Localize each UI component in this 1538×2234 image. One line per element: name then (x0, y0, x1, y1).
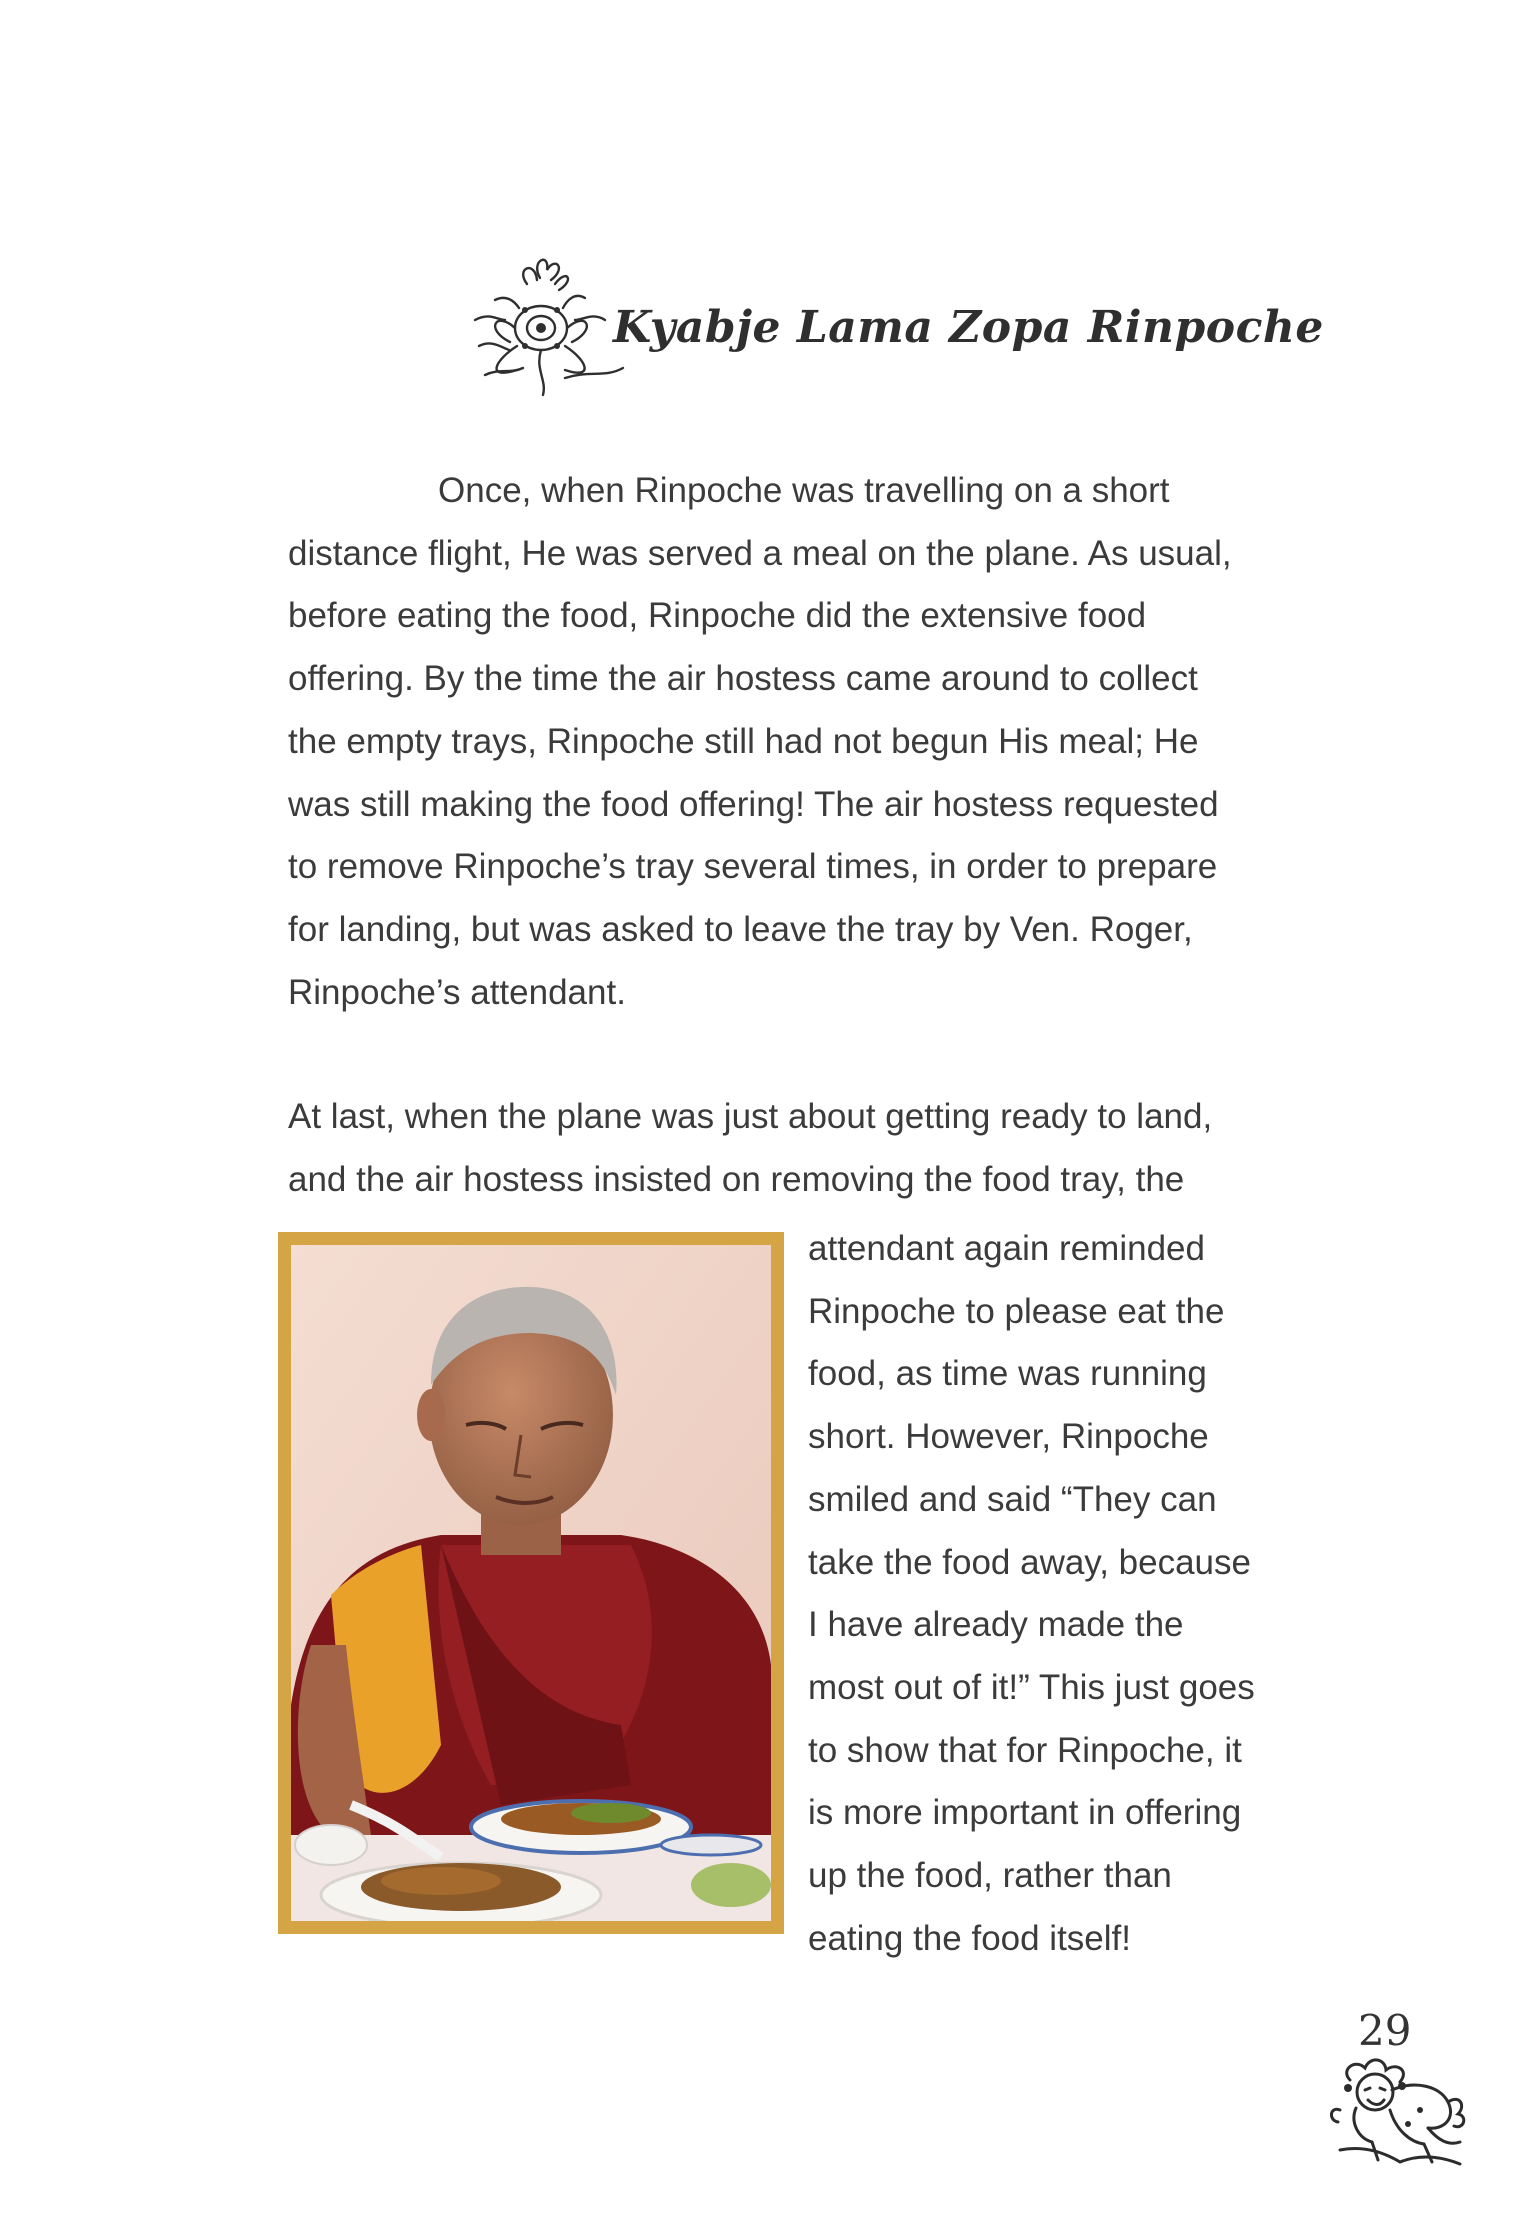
paragraph-line: for landing, but was asked to leave the tray by Ven. Roger, (288, 909, 1193, 949)
paragraph-line: and the air hostess insisted on removing the food tray, the (288, 1159, 1185, 1199)
paragraph-line: Once, when Rinpoche was travelling on a short (438, 471, 1170, 510)
lotus-flower-icon (455, 250, 625, 400)
paragraph-line: to remove Rinpoche’s tray several times, in order to prepare (288, 847, 1218, 887)
paragraph-line: take the food away, because (808, 1542, 1251, 1582)
page-number: 29 (1358, 2006, 1412, 2055)
paragraph-line: is more important in offering (808, 1793, 1242, 1833)
paragraph-line: to show that for Rinpoche, it (808, 1730, 1242, 1770)
snow-lion-icon (1320, 2050, 1470, 2170)
paragraph-line: Rinpoche to please eat the (808, 1291, 1225, 1331)
side-text-column (808, 1218, 1288, 1970)
paragraph-line: up the food, rather than (808, 1856, 1172, 1896)
paragraph-1 (288, 460, 1288, 1024)
paragraph-line: most out of it!” This just goes (808, 1667, 1255, 1707)
paragraph-line: offering. By the time the air hostess came around to collect (288, 659, 1198, 699)
paragraph-2 (288, 1086, 1288, 1211)
paragraph-line: before eating the food, Rinpoche did the extensive food (288, 596, 1147, 636)
paragraph-line: attendant again reminded (808, 1229, 1205, 1268)
paragraph-line: food, as time was running (808, 1354, 1207, 1394)
paragraph-line: was still making the food offering! The air hostess requested (288, 784, 1219, 824)
paragraph-line: smiled and said “They can (808, 1479, 1217, 1519)
paragraph-line: I have already made the (808, 1605, 1184, 1645)
paragraph-line: distance flight, He was served a meal on the plane. As usual, (288, 533, 1232, 573)
paragraph-line: short. However, Rinpoche (808, 1417, 1209, 1457)
paragraph-line: At last, when the plane was just about getting ready to land, (288, 1097, 1213, 1136)
monk-at-meal-photo (291, 1245, 771, 1921)
paragraph-line: eating the food itself! (808, 1918, 1131, 1958)
page-title: Kyabje Lama Zopa Rinpoche (613, 302, 1324, 353)
photo-frame (278, 1232, 784, 1934)
page-header (455, 250, 1324, 400)
paragraph-line: Rinpoche’s attendant. (288, 972, 626, 1012)
paragraph-line: the empty trays, Rinpoche still had not begun His meal; He (288, 721, 1199, 761)
